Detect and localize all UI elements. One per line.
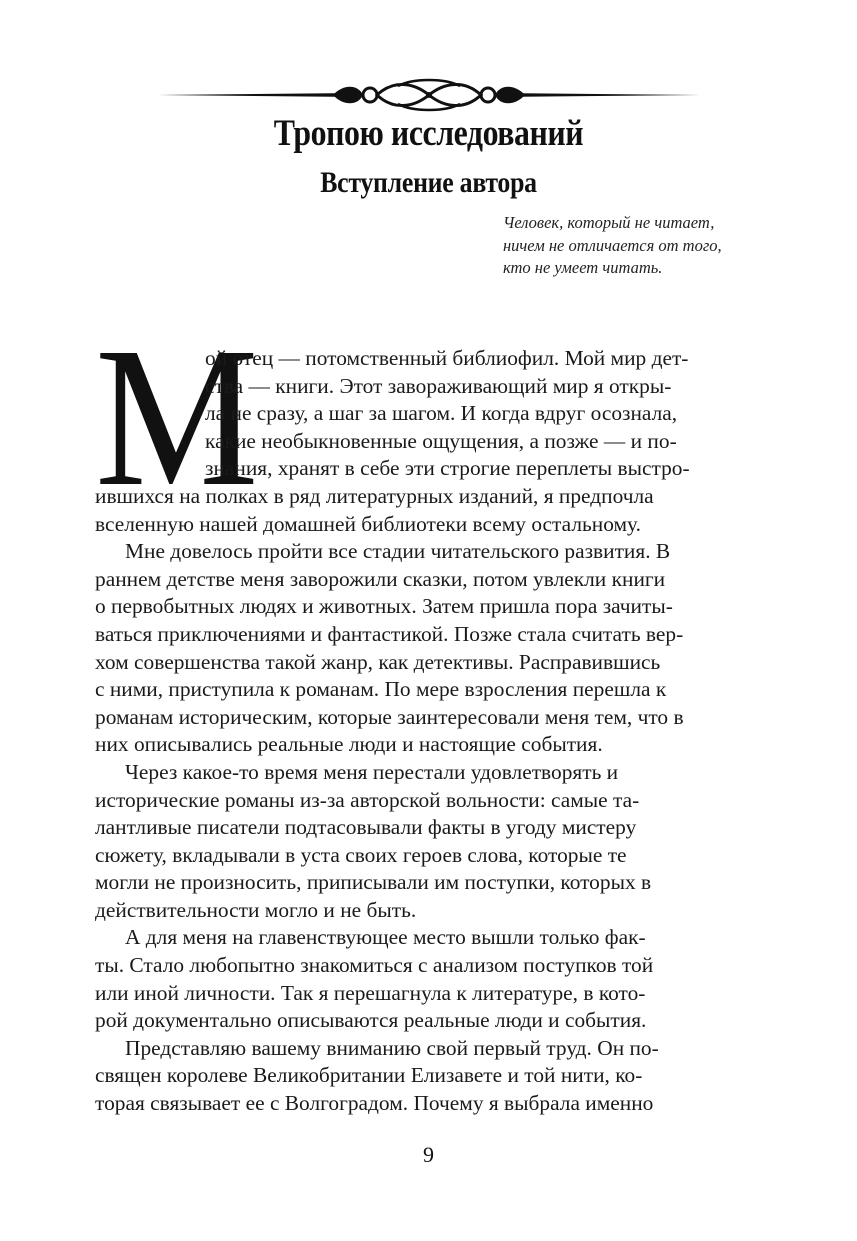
paragraph [95,345,760,538]
text-line: исторические романы из-за авторской вольности: самые та- [95,787,640,812]
text-line: Мне довелось пройти все стадии читательского развития. В [125,539,671,564]
text-line: торая связывает ее с Волгоградом. Почему я выбрала именно [95,1091,654,1116]
text-line: рой документально описываются реальные люди и события. [95,1008,647,1033]
text-line: А для меня на главенствующее место вышли только фак- [125,925,646,950]
text-line: какие необыкновенные ощущения, а позже — и по- [205,428,677,453]
text-line: ой отец — потомственный библиофил. Мой мир дет- [205,346,689,370]
paragraph [95,1035,760,1118]
text-line: романам историческим, которые заинтересовали меня тем, что в [95,704,684,729]
paragraph [95,538,760,759]
text-line: Представляю вашему вниманию свой первый труд. Он по- [125,1035,659,1060]
text-line: или иной личности. Так я перешагнула к литературе, в кото- [95,980,646,1005]
text-line: ства — книги. Этот завораживающий мир я откры- [205,373,672,398]
chapter-title: Тропою исследований [273,113,584,154]
text-line: хом совершенства такой жанр, как детективы. Расправившись [95,649,661,674]
text-line: раннем детстве меня заворожили сказки, потом увлекли книги [95,566,666,591]
paragraph [95,924,760,1034]
decorative-flourish-divider [158,76,700,114]
text-line: сюжету, вкладывали в уста своих героев слова, которые те [95,842,627,867]
text-line: знания, хранят в себе эти строгие переплеты выстро- [205,456,690,481]
paragraph [95,759,760,925]
text-line: могли не произносить, приписывали им поступки, которых в [95,870,652,895]
text-line: ившихся на полках в ряд литературных изданий, я предпочла [95,483,654,508]
epigraph-line: кто не умеет читать. [503,258,663,277]
text-line: с ними, приступила к романам. По мере взросления перешла к [95,677,667,702]
epigraph [503,212,803,280]
text-line: лантливые писатели подтасовывали факты в угоду мистеру [95,815,637,840]
text-line: ваться приключениями и фантастикой. Позже стала считать вер- [95,621,684,646]
page-number: 9 [423,1142,434,1167]
epigraph-line: Человек, который не читает, [503,213,715,232]
text-line: них описывались реальные люди и настоящие события. [95,732,603,757]
text-line: священ королеве Великобритании Елизавете и той нити, ко- [95,1063,643,1088]
text-line: действительности могло и не быть. [95,897,417,922]
text-line: ла не сразу, а шаг за шагом. И когда вдруг осознала, [205,401,678,426]
text-line: о первобытных людях и животных. Затем пришла пора зачиты- [95,594,673,619]
drop-cap-letter: М [95,307,259,528]
text-line: вселенную нашей домашней библиотеки всему остальному. [95,511,641,536]
chapter-subtitle: Вступление автора [320,166,537,199]
epigraph-line: ничем не отличается от того, [503,235,722,255]
text-line: ты. Стало любопытно знакомиться с анализом поступков той [95,953,654,978]
text-line: Через какое-то время меня перестали удовлетворять и [125,759,619,784]
body-text [95,345,760,1118]
